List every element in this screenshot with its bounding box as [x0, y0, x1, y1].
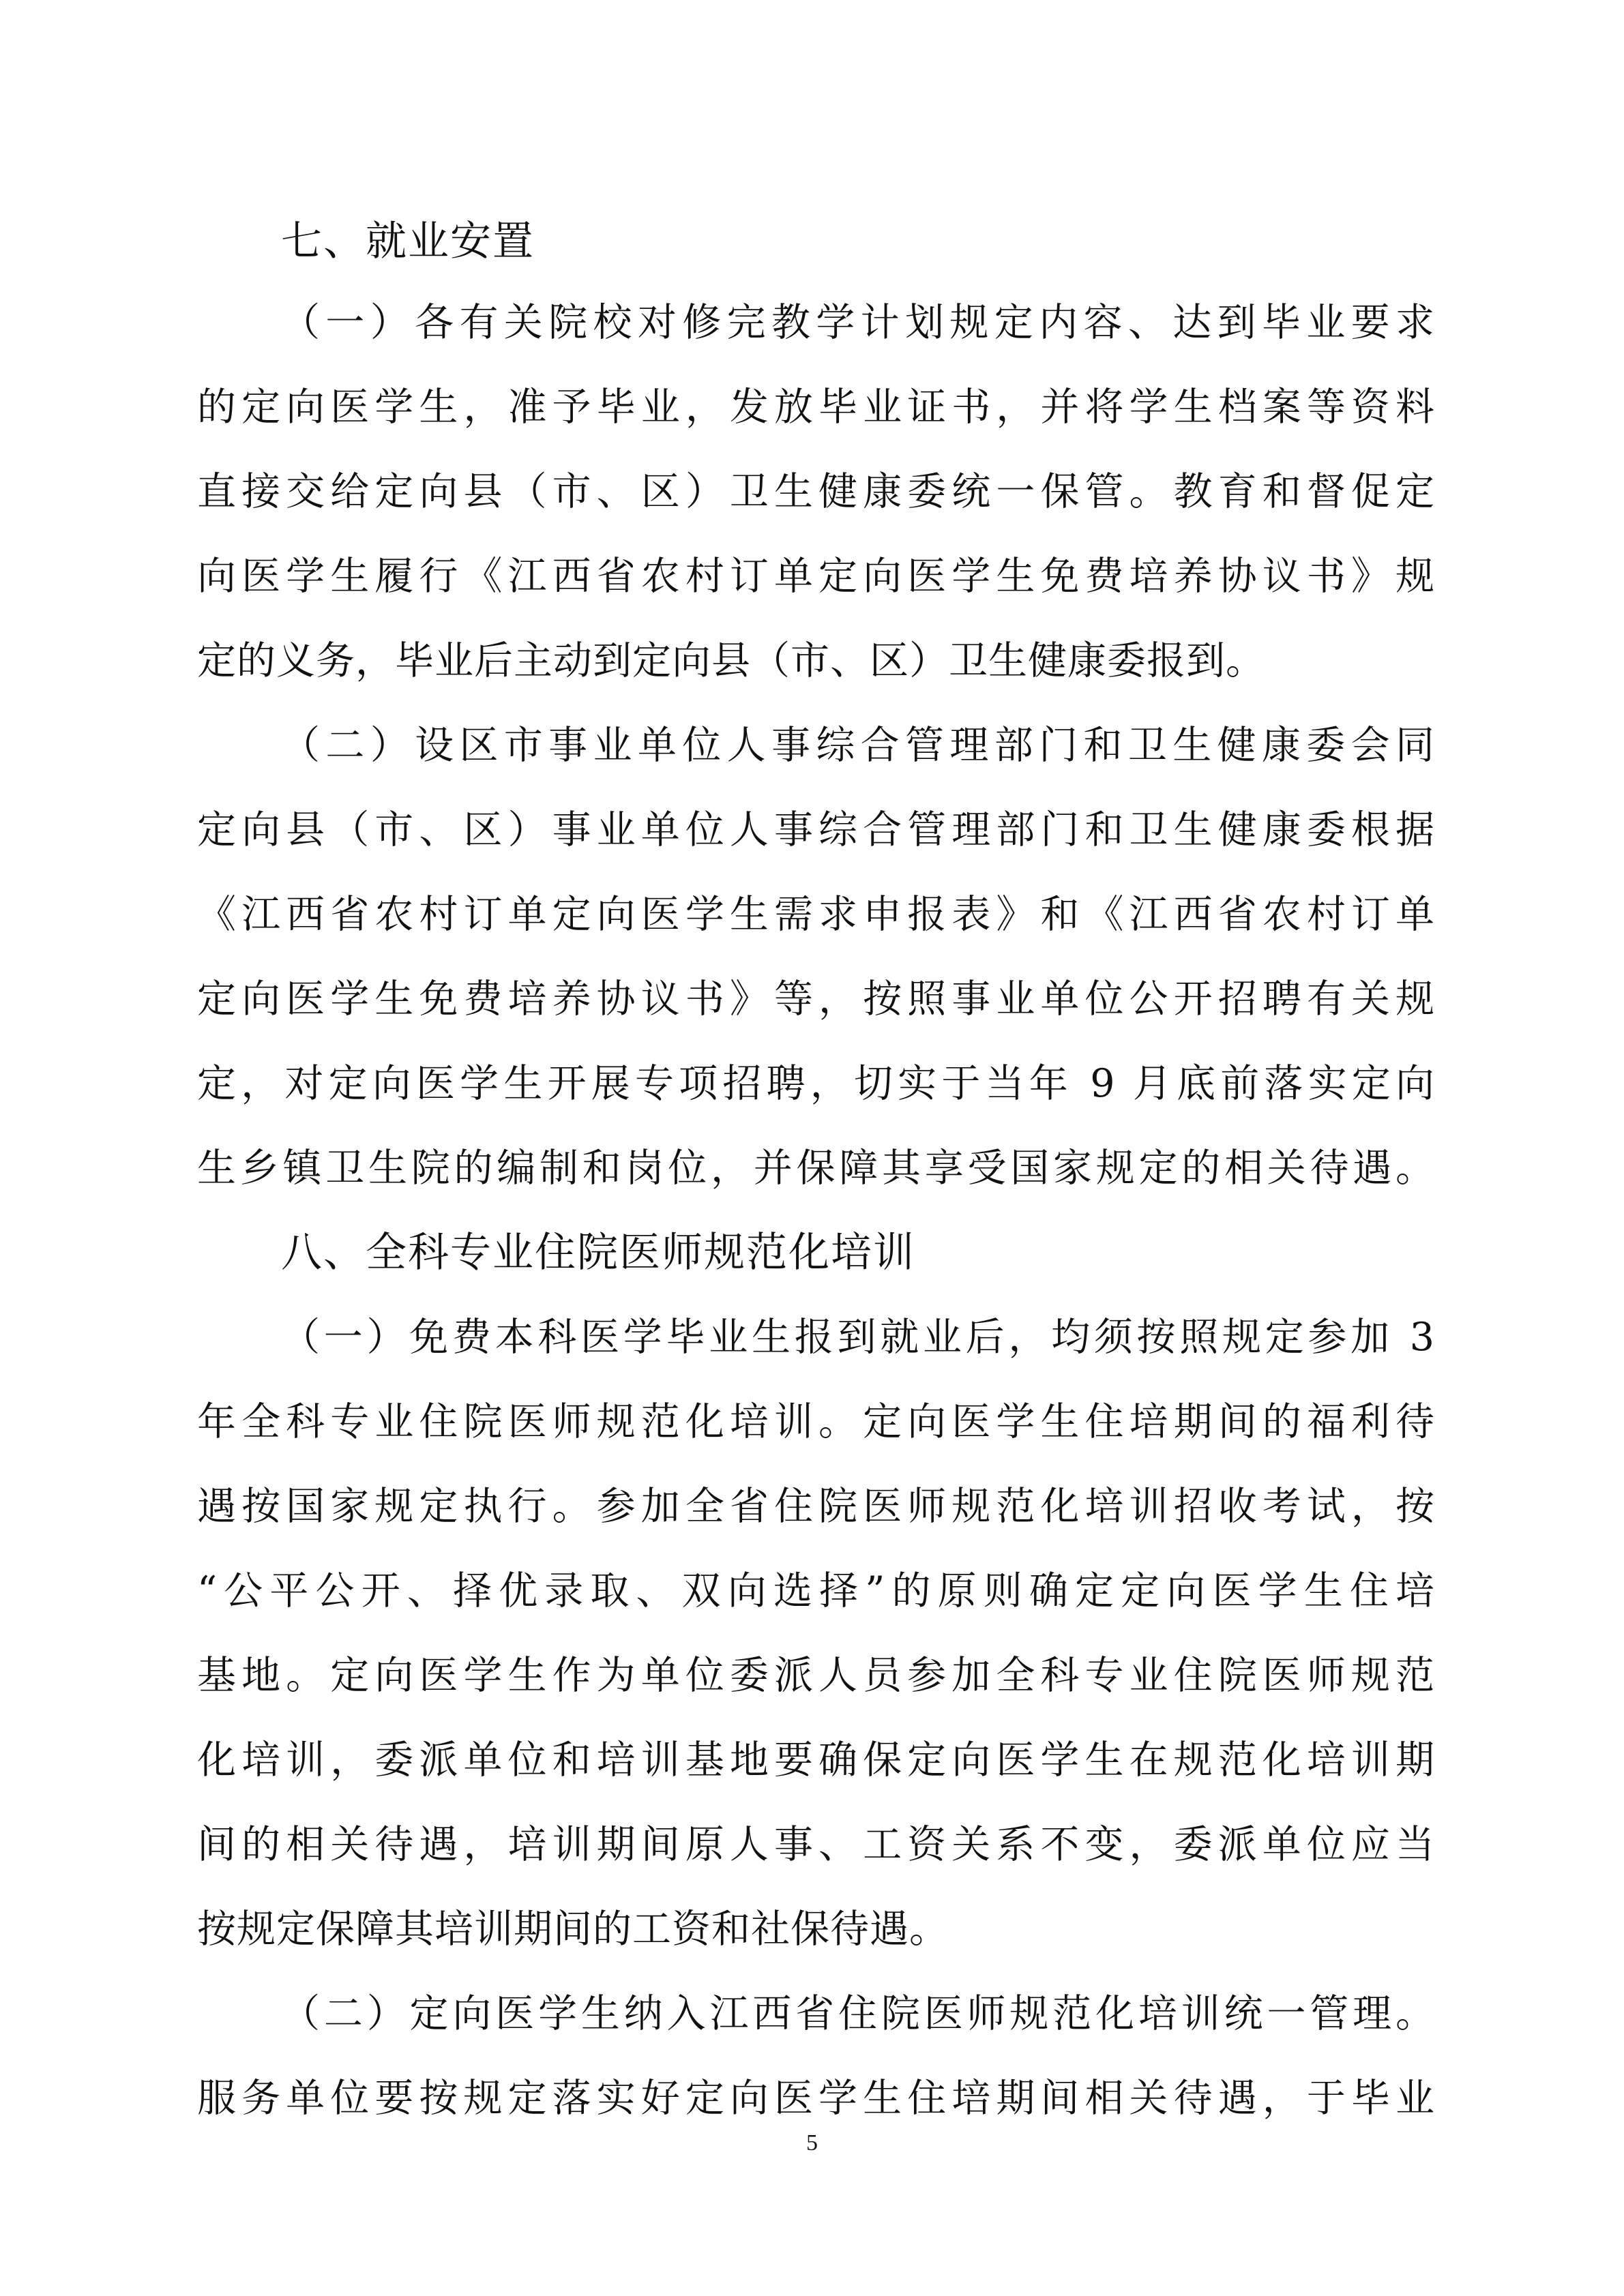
page-number: 5	[806, 2130, 818, 2156]
paragraph-line: 间的相关待遇，培训期间原人事、工资关系不变，委派单位应当	[197, 1822, 1435, 1867]
paragraph-line: 的定向医学生，准予毕业，发放毕业证书，并将学生档案等资料	[197, 385, 1435, 430]
paragraph-line: （一）免费本科医学毕业生报到就业后，均须按照规定参加 3	[281, 1315, 1435, 1360]
paragraph-line: 定，对定向医学生开展专项招聘，切实于当年 9 月底前落实定向	[197, 1061, 1435, 1106]
paragraph-line: 定向县（市、区）事业单位人事综合管理部门和卫生健康委根据	[197, 807, 1435, 852]
paragraph-line: 向医学生履行《江西省农村订单定向医学生免费培养协议书》规	[197, 554, 1435, 599]
paragraph-line: （二）设区市事业单位人事综合管理部门和卫生健康委会同	[281, 723, 1435, 768]
paragraph-line: 按规定保障其培训期间的工资和社保待遇。	[197, 1907, 949, 1952]
paragraph-line: 遇按国家规定执行。参加全省住院医师规范化培训招收考试，按	[197, 1484, 1435, 1529]
paragraph-line: 生乡镇卫生院的编制和岗位，并保障其享受国家规定的相关待遇。	[197, 1146, 1435, 1191]
section-heading-employment: 七、就业安置	[281, 218, 535, 265]
paragraph-line: 年全科专业住院医师规范化培训。定向医学生住培期间的福利待	[197, 1399, 1435, 1444]
section-heading-training: 八、全科专业住院医师规范化培训	[281, 1229, 915, 1277]
paragraph-line: 《江西省农村订单定向医学生需求申报表》和《江西省农村订单	[197, 892, 1435, 937]
paragraph-line: 服务单位要按规定落实好定向医学生住培期间相关待遇，于毕业	[197, 2076, 1435, 2121]
paragraph-line: 定向医学生免费培养协议书》等，按照事业单位公开招聘有关规	[197, 976, 1435, 1022]
paragraph-line: 直接交给定向县（市、区）卫生健康委统一保管。教育和督促定	[197, 469, 1435, 514]
paragraph-line: （二）定向医学生纳入江西省住院医师规范化培训统一管理。	[281, 1991, 1435, 2036]
paragraph-line: 基地。定向医学生作为单位委派人员参加全科专业住院医师规范	[197, 1653, 1435, 1698]
paragraph-line: 化培训，委派单位和培训基地要确保定向医学生在规范化培训期	[197, 1738, 1435, 1783]
paragraph-line: 定的义务，毕业后主动到定向县（市、区）卫生健康委报到。	[197, 638, 1265, 683]
paragraph-line: （一）各有关院校对修完教学计划规定内容、达到毕业要求	[281, 300, 1435, 345]
paragraph-line: “公平公开、择优录取、双向选择”的原则确定定向医学生住培	[197, 1568, 1435, 1613]
